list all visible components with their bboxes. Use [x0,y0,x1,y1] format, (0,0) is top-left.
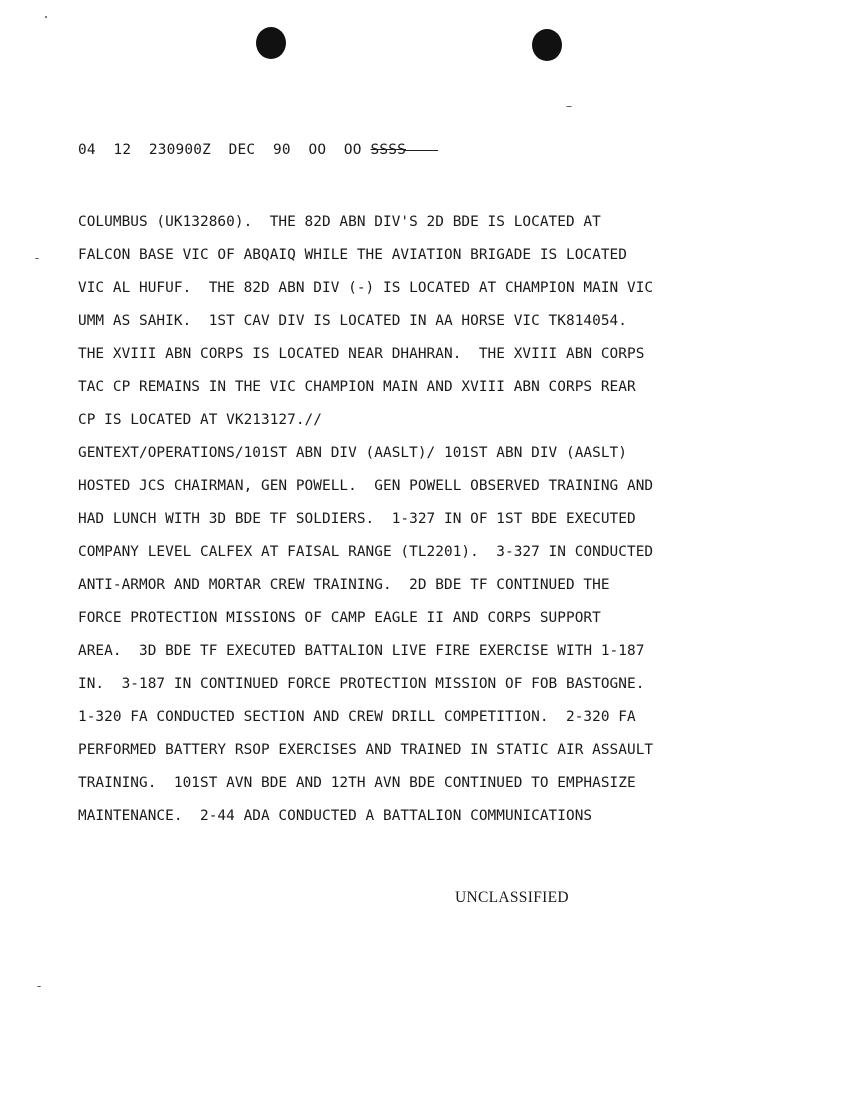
body-line: VIC AL HUFUF. THE 82D ABN DIV (-) IS LOCATED AT CHAMPION MAIN VIC [78,280,654,296]
punch-hole-right [532,29,562,61]
body-line: HAD LUNCH WITH 3D BDE TF SOLDIERS. 1-327 IN OF 1ST BDE EXECUTED [78,511,636,527]
body-line: PERFORMED BATTERY RSOP EXERCISES AND TRAINED IN STATIC AIR ASSAULT [78,742,654,758]
body-line: COLUMBUS (UK132860). THE 82D ABN DIV'S 2D BDE IS LOCATED AT [78,214,601,230]
body-line: COMPANY LEVEL CALFEX AT FAISAL RANGE (TL2201). 3-327 IN CONDUCTED [78,544,654,560]
body-line: TAC CP REMAINS IN THE VIC CHAMPION MAIN AND XVIII ABN CORPS REAR [78,379,636,395]
body-line: FALCON BASE VIC OF ABQAIQ WHILE THE AVIATION BRIGADE IS LOCATED [78,247,627,263]
body-line: FORCE PROTECTION MISSIONS OF CAMP EAGLE II AND CORPS SUPPORT [78,610,601,626]
body-line: UMM AS SAHIK. 1ST CAV DIV IS LOCATED IN AA HORSE VIC TK814054. [78,313,627,329]
punch-hole-left [256,27,286,59]
scan-speck [45,16,47,18]
message-header [78,142,438,158]
message-body [78,206,778,833]
body-line: THE XVIII ABN CORPS IS LOCATED NEAR DHAHRAN. THE XVIII ABN CORPS [78,346,645,362]
classification-marking: UNCLASSIFIED [455,889,569,906]
body-line: ANTI-ARMOR AND MORTAR CREW TRAINING. 2D BDE TF CONTINUED THE [78,577,610,593]
body-line: GENTEXT/OPERATIONS/101ST ABN DIV (AASLT)/ 101ST ABN DIV (AASLT) [78,445,627,461]
scan-speck [37,986,41,987]
body-line: HOSTED JCS CHAIRMAN, GEN POWELL. GEN POWELL OBSERVED TRAINING AND [78,478,654,494]
scan-speck [35,258,39,259]
scan-speck [566,106,572,107]
body-line: 1-320 FA CONDUCTED SECTION AND CREW DRILL COMPETITION. 2-320 FA [78,709,636,725]
body-line: TRAINING. 101ST AVN BDE AND 12TH AVN BDE CONTINUED TO EMPHASIZE [78,775,636,791]
body-line: CP IS LOCATED AT VK213127.// [78,412,322,428]
body-line: IN. 3-187 IN CONTINUED FORCE PROTECTION MISSION OF FOB BASTOGNE. [78,676,645,692]
header-strike-tail [404,150,438,151]
body-line: AREA. 3D BDE TF EXECUTED BATTALION LIVE FIRE EXERCISE WITH 1-187 [78,643,645,659]
message-header-struck: SSSS [370,142,406,158]
message-header-text: 04 12 230900Z DEC 90 OO OO [78,142,371,158]
body-line: MAINTENANCE. 2-44 ADA CONDUCTED A BATTALION COMMUNICATIONS [78,808,593,824]
